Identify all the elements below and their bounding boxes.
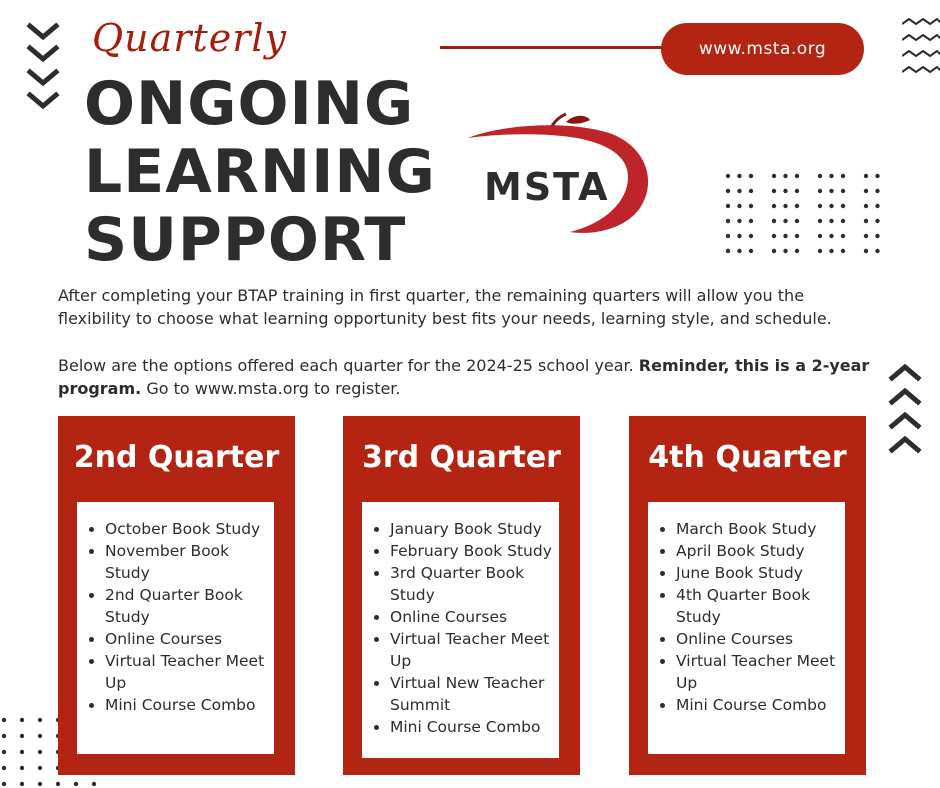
quarter-card-3rd: [343, 416, 580, 775]
headline-line-2: LEARNING: [84, 137, 436, 207]
quarter-option-item: • Mini Course Combo: [390, 716, 553, 738]
quarter-option-item: • Online Courses: [676, 628, 839, 650]
quarter-title: 4th Quarter: [648, 440, 847, 475]
logo-text: MSTA: [484, 165, 610, 209]
quarter-options-list: [77, 502, 274, 716]
register-text: Go to www.msta.org to register.: [141, 379, 401, 398]
quarter-option-item: • June Book Study: [676, 562, 839, 584]
website-link-button[interactable]: www.msta.org: [661, 23, 864, 75]
reminder-text: Reminder, this is a 2-year program.: [58, 356, 870, 398]
chevron-up-decoration-icon: [888, 362, 922, 460]
headline-line-3: SUPPORT: [84, 205, 407, 275]
quarter-card-4th: [629, 416, 866, 775]
intro-paragraph-1: After completing your BTAP training in first quarter, the remaining quarters will allow you the flexibility to choose what learning opportunity best fits your needs, learning style, and schedule.: [58, 286, 832, 328]
quarter-option-item: • January Book Study: [390, 518, 553, 540]
quarter-option-item: • Online Courses: [105, 628, 268, 650]
headline: [84, 70, 436, 274]
quarter-option-item: • Virtual Teacher Meet Up: [676, 650, 839, 694]
chevron-down-decoration-icon: [26, 20, 60, 112]
msta-apple-logo: [462, 112, 662, 242]
quarter-option-item: • 4th Quarter Book Study: [676, 584, 839, 628]
headline-line-1: ONGOING: [84, 69, 415, 139]
quarter-option-item: • October Book Study: [105, 518, 268, 540]
quarter-option-item: • Virtual New Teacher Summit: [390, 672, 553, 716]
zigzag-decoration-icon: [902, 16, 940, 84]
quarter-option-item: • Online Courses: [390, 606, 553, 628]
quarter-options-panel: [362, 502, 559, 758]
quarter-option-item: • Virtual Teacher Meet Up: [390, 628, 553, 672]
quarter-option-item: • March Book Study: [676, 518, 839, 540]
intro-paragraph-2-text: Below are the options offered each quarter for the 2024-25 school year.: [58, 356, 639, 375]
quarter-card-2nd: [58, 416, 295, 775]
quarter-option-item: • April Book Study: [676, 540, 839, 562]
quarter-option-item: • Virtual Teacher Meet Up: [105, 650, 268, 694]
quarter-option-item: • November Book Study: [105, 540, 268, 584]
script-title: Quarterly: [92, 16, 287, 60]
intro-paragraph-2: [58, 354, 878, 400]
url-connector-line: [440, 46, 680, 49]
quarter-options-list: [648, 502, 845, 716]
quarter-options-list: [362, 502, 559, 738]
dot-grid-decoration-icon: [724, 170, 884, 258]
quarter-option-item: • Mini Course Combo: [676, 694, 839, 716]
quarter-option-item: • 3rd Quarter Book Study: [390, 562, 553, 606]
quarter-title: 3rd Quarter: [362, 440, 561, 475]
quarter-title: 2nd Quarter: [73, 440, 280, 475]
quarter-option-item: • 2nd Quarter Book Study: [105, 584, 268, 628]
quarter-option-item: • Mini Course Combo: [105, 694, 268, 716]
quarter-option-item: • February Book Study: [390, 540, 553, 562]
quarter-options-panel: [77, 502, 274, 754]
quarter-options-panel: [648, 502, 845, 754]
